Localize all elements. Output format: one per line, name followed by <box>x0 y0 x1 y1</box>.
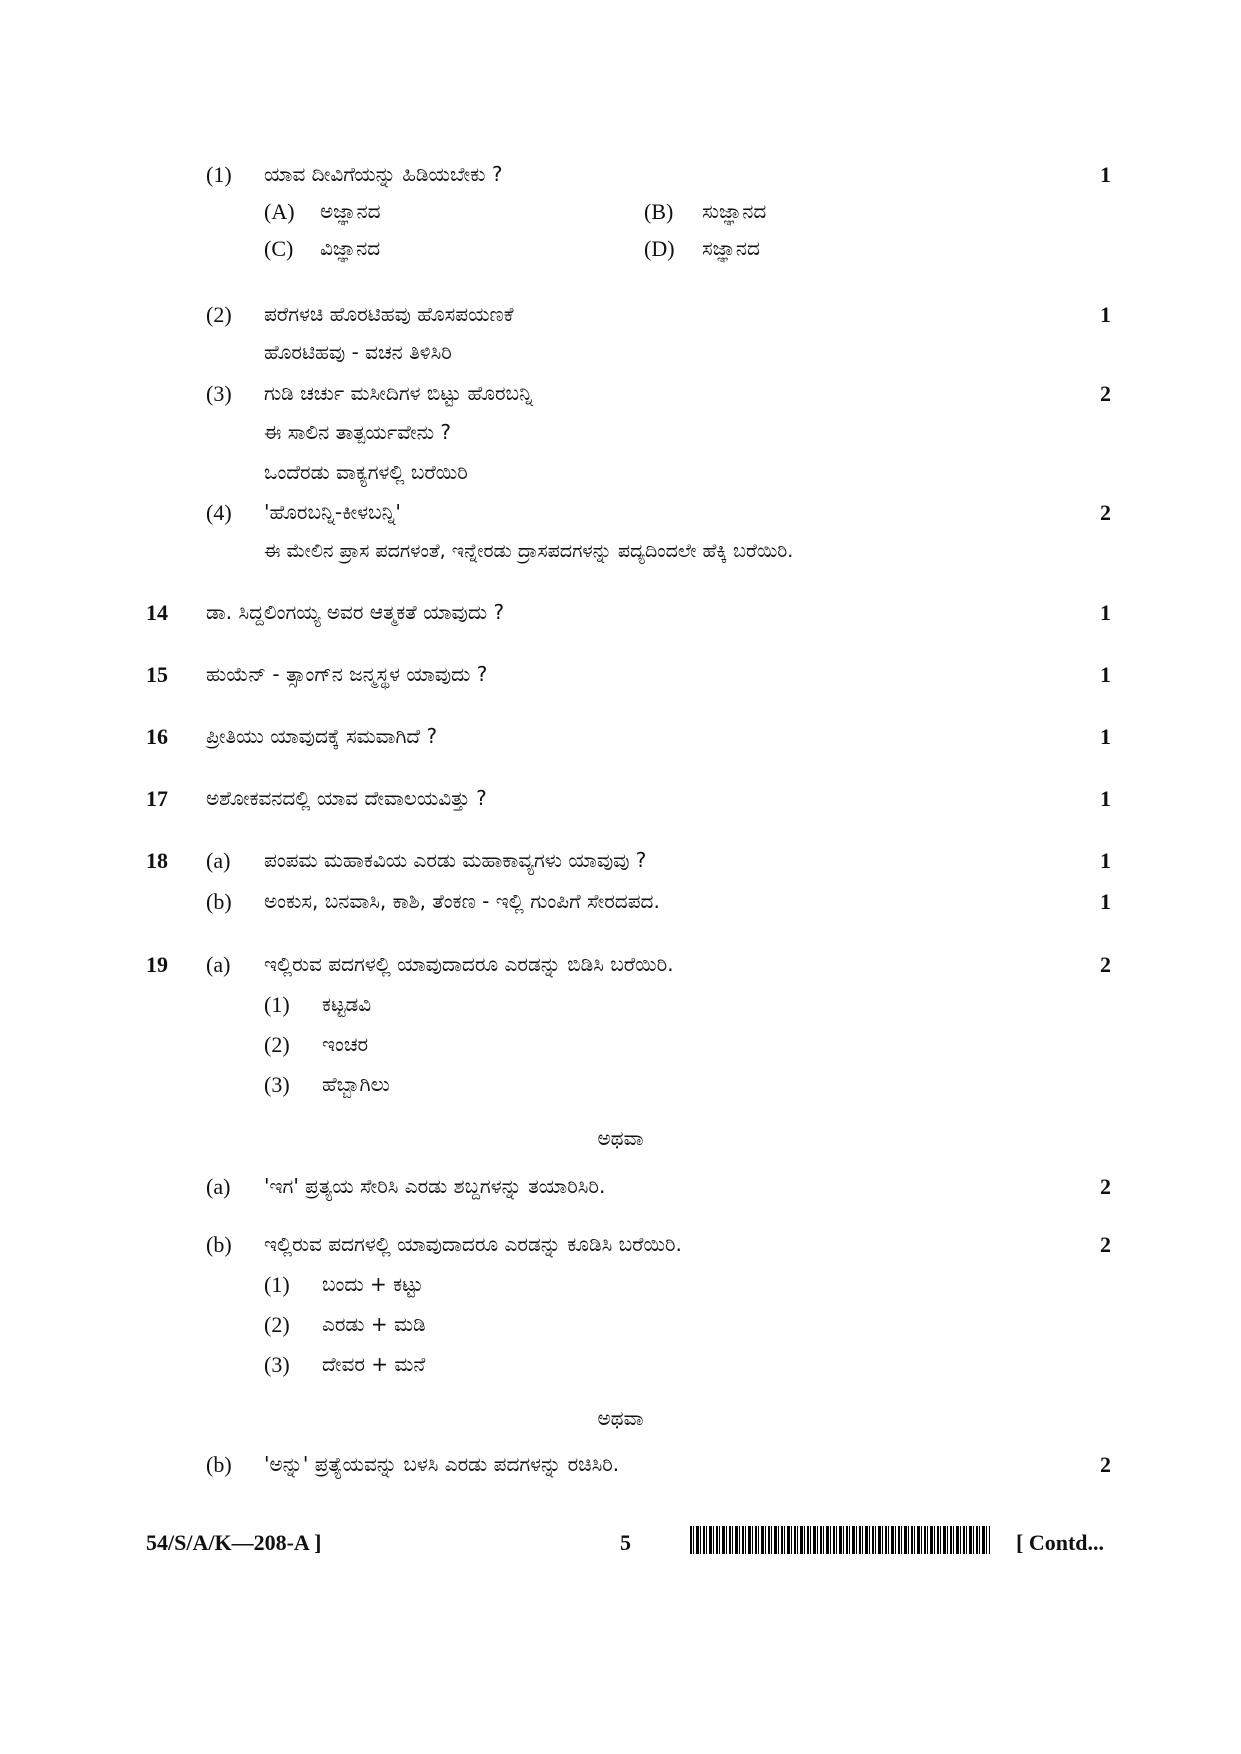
marks: 1 <box>1100 786 1111 811</box>
continued-label: [ Contd... <box>1016 1530 1105 1555</box>
option-label: (C) <box>264 236 294 261</box>
marks: 2 <box>1100 952 1111 977</box>
question-text: ಈ ಮೇಲಿನ ಪ್ರಾಸ ಪದಗಳಂತೆ, ಇನ್ನೇರಡು ದ್ರಾಸಪದಗಳನ್ನು ಪದ್ಯದಿಂದಲೇ ಹೆಕ್ಕಿ ಬರೆಯಿರಿ. <box>264 540 794 562</box>
option-label: (A) <box>264 199 295 224</box>
question-19a <box>0 952 1241 992</box>
question-13-1 <box>0 162 1241 202</box>
item-number: (1) <box>264 1272 290 1297</box>
option-text: ಸುಜ್ಞಾನದ <box>702 199 767 223</box>
question-19b <box>0 1232 1241 1272</box>
question-text-line <box>0 540 1241 580</box>
part-number: (4) <box>206 500 232 525</box>
option-text: ಅಜ್ಞಾನದ <box>320 199 381 223</box>
question-text: 'ಹೊರಬನ್ನಿ-ಕೀಳಬನ್ನಿ' <box>264 500 401 524</box>
list-item <box>0 1272 1241 1312</box>
question-19a-alt <box>0 1174 1241 1214</box>
marks: 2 <box>1100 1232 1111 1257</box>
item-text: ಎರಡು + ಮಡಿ <box>322 1312 426 1336</box>
question-number: 15 <box>146 662 168 687</box>
item-number: (2) <box>264 1312 290 1337</box>
barcode <box>690 1526 990 1554</box>
part-label: (b) <box>206 889 232 914</box>
question-number: 16 <box>146 724 168 749</box>
item-number: (3) <box>264 1352 290 1377</box>
part-label: (a) <box>206 952 231 977</box>
part-label: (a) <box>206 1174 231 1199</box>
marks: 1 <box>1100 600 1111 625</box>
marks: 2 <box>1100 1174 1111 1199</box>
question-text: 'ಅನ್ನು' ಪ್ರತ್ಯೆಯವನ್ನು ಬಳಸಿ ಎರಡು ಪದಗಳನ್ನು ರಚಿಸಿರಿ. <box>264 1452 620 1476</box>
page-number: 5 <box>620 1530 631 1555</box>
marks: 1 <box>1100 724 1111 749</box>
question-19b-alt <box>0 1452 1241 1492</box>
item-text: ದೇವರ + ಮನೆ <box>322 1352 426 1376</box>
question-number: 18 <box>146 848 168 873</box>
question-text: ಯಾವ ದೀವಿಗೆಯನ್ನು ಹಿಡಿಯಬೇಕು ? <box>264 162 503 186</box>
item-text: ಇಂಚರ <box>322 1032 369 1056</box>
marks: 1 <box>1100 889 1111 914</box>
or-divider: ಅಥವಾ <box>597 1406 644 1430</box>
question-15 <box>0 662 1241 702</box>
marks: 2 <box>1100 1452 1111 1477</box>
list-item <box>0 1352 1241 1392</box>
question-text-line <box>0 340 1241 380</box>
question-text: ಅಂಕುಸ, ಬನವಾಸಿ, ಕಾಶಿ, ತೆಂಕಣ - ಇಲ್ಲಿ ಗುಂಪಿಗೆ ಸೇರದಪದ. <box>264 889 660 913</box>
list-item <box>0 1072 1241 1112</box>
marks: 2 <box>1100 381 1111 406</box>
question-number: 17 <box>146 786 168 811</box>
question-text: ಒಂದೆರಡು ವಾಕ್ಯಗಳಲ್ಲಿ ಬರೆಯಿರಿ <box>264 460 468 484</box>
marks: 1 <box>1100 848 1111 873</box>
part-number: (2) <box>206 302 232 327</box>
question-text: ಅಶೋಕವನದಲ್ಲಿ ಯಾವ ದೇವಾಲಯವಿತ್ತು ? <box>206 786 487 810</box>
question-16 <box>0 724 1241 764</box>
list-item <box>0 1032 1241 1072</box>
paper-code: 54/S/A/K—208-A ] <box>146 1530 322 1555</box>
question-text: ಇಲ್ಲಿರುವ ಪದಗಳಲ್ಲಿ ಯಾವುದಾದರೂ ಎರಡನ್ನು ಬಿಡಿಸಿ ಬರೆಯಿರಿ. <box>264 952 674 976</box>
item-text: ಹೆಬ್ಬಾಗಿಲು <box>322 1072 390 1096</box>
question-text: ಡಾ. ಸಿದ್ದಲಿಂಗಯ್ಯ ಅವರ ಆತ್ಮಕತೆ ಯಾವುದು ? <box>206 600 505 624</box>
marks: 1 <box>1100 302 1111 327</box>
item-number: (3) <box>264 1072 290 1097</box>
question-number: 19 <box>146 952 168 977</box>
part-label: (b) <box>206 1232 232 1257</box>
question-18b <box>0 889 1241 929</box>
part-label: (a) <box>206 848 231 873</box>
question-13-4 <box>0 500 1241 540</box>
option-label: (D) <box>644 236 675 261</box>
question-13-3 <box>0 381 1241 421</box>
question-13-2 <box>0 302 1241 342</box>
part-number: (3) <box>206 381 232 406</box>
option-label: (B) <box>644 199 674 224</box>
item-text: ಕಟ್ಟಡವಿ <box>322 992 372 1016</box>
item-number: (1) <box>264 992 290 1017</box>
question-text: ಗುಡಿ ಚರ್ಚು ಮಸೀದಿಗಳ ಬಿಟ್ಟು ಹೊರಬನ್ನಿ <box>264 381 533 405</box>
question-text: ಇಲ್ಲಿರುವ ಪದಗಳಲ್ಲಿ ಯಾವುದಾದರೂ ಎರಡನ್ನು ಕೂಡಿಸಿ ಬರೆಯಿರಿ. <box>264 1232 682 1256</box>
question-text: ಹುಯೆನ್ - ತ್ಸಾಂಗ್‌ನ ಜನ್ಮಸ್ಥಳ ಯಾವುದು ? <box>206 662 488 686</box>
part-number: (1) <box>206 162 232 187</box>
question-text-line <box>0 420 1241 460</box>
question-text: ಪಂಪಮ ಮಹಾಕವಿಯ ಎರಡು ಮಹಾಕಾವ್ಯಗಳು ಯಾವುವು ? <box>264 848 647 872</box>
marks: 1 <box>1100 162 1111 187</box>
options-row-cd <box>0 236 1241 276</box>
item-number: (2) <box>264 1032 290 1057</box>
question-14 <box>0 600 1241 640</box>
question-text-line <box>0 460 1241 500</box>
question-text: ಪ್ರೀತಿಯು ಯಾವುದಕ್ಕೆ ಸಮವಾಗಿದೆ ? <box>206 724 438 748</box>
part-label: (b) <box>206 1452 232 1477</box>
option-text: ವಿಜ್ಞಾನದ <box>320 236 381 260</box>
question-text: 'ಇಗ' ಪ್ರತ್ಯಯ ಸೇರಿಸಿ ಎರಡು ಶಬ್ದಗಳನ್ನು ತಯಾರಿಸಿರಿ. <box>264 1174 606 1198</box>
marks: 2 <box>1100 500 1111 525</box>
question-number: 14 <box>146 600 168 625</box>
question-text: ಈ ಸಾಲಿನ ತಾತ್ಪರ್ಯವೇನು ? <box>264 420 452 444</box>
question-18a <box>0 848 1241 888</box>
list-item <box>0 1312 1241 1352</box>
option-text: ಸಜ್ಞಾನದ <box>702 236 760 260</box>
question-17 <box>0 786 1241 826</box>
question-text: ಹೊರಟಿಹವು - ವಚನ ತಿಳಿಸಿರಿ <box>264 340 452 364</box>
or-divider: ಅಥವಾ <box>597 1126 644 1150</box>
question-text: ಪರೆಗಳಚಿ ಹೊರಟಿಹವು ಹೊಸಪಯಣಕೆ <box>264 302 514 326</box>
options-row-ab <box>0 199 1241 239</box>
marks: 1 <box>1100 662 1111 687</box>
list-item <box>0 992 1241 1032</box>
item-text: ಬಂದು + ಕಟ್ಟು <box>322 1272 424 1296</box>
